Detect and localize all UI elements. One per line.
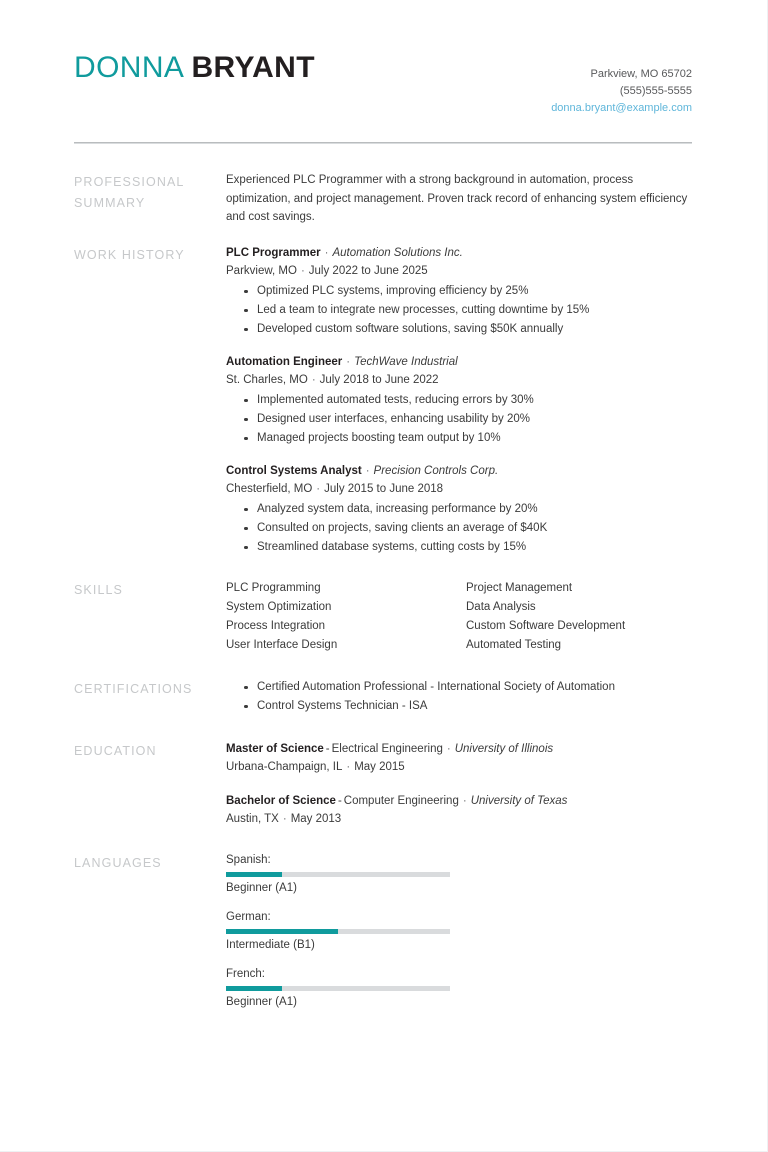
separator-dot: ·: [324, 246, 329, 259]
job-title: Automation Engineer: [226, 355, 343, 368]
language-entry: [226, 966, 466, 1011]
education-degree: Master of Science: [226, 742, 324, 755]
job-bullet-list: [226, 500, 692, 557]
first-name: DONNA: [74, 51, 183, 84]
work-history-body: [226, 244, 692, 557]
skills-column-left: [226, 579, 466, 655]
job-company: Automation Solutions Inc.: [332, 246, 463, 259]
skill-item: Process Integration: [226, 619, 326, 632]
summary-body: [226, 171, 692, 227]
job-location: St. Charles, MO: [226, 373, 308, 386]
work-entry-heading: [226, 353, 692, 371]
skill-item: Custom Software Development: [466, 619, 626, 632]
separator-dot: ·: [346, 760, 351, 773]
work-entry: [226, 462, 692, 557]
language-name: French:: [226, 967, 265, 980]
job-bullet: Managed projects boosting team output by 10%: [257, 429, 692, 448]
section-languages: [0, 852, 768, 1023]
job-location: Chesterfield, MO: [226, 482, 313, 495]
education-date: May 2015: [354, 760, 405, 773]
skill-item: User Interface Design: [226, 638, 338, 651]
section-professional-summary: [0, 171, 768, 227]
skill-item: Data Analysis: [466, 600, 536, 613]
separator-dot: ·: [446, 742, 451, 755]
education-entry-heading: [226, 740, 692, 758]
work-entry-subheading: [226, 480, 692, 499]
education-date: May 2013: [290, 812, 342, 825]
language-proficiency-fill: [226, 929, 338, 934]
education-entry: [226, 740, 692, 777]
education-location: Austin, TX: [226, 812, 279, 825]
education-school: University of Texas: [470, 794, 568, 807]
work-entry-heading: [226, 462, 692, 480]
section-skills: [0, 579, 768, 655]
header-divider: [74, 142, 692, 144]
language-entry: [226, 852, 466, 897]
certification-list: [226, 678, 692, 716]
job-bullet: Designed user interfaces, enhancing usability by 20%: [257, 410, 692, 429]
job-bullet: Streamlined database systems, cutting costs by 15%: [257, 538, 692, 557]
languages-body: [226, 852, 692, 1023]
job-title: Control Systems Analyst: [226, 464, 362, 477]
job-bullet-list: [226, 391, 692, 448]
separator-dot: ·: [311, 373, 316, 386]
skill-item: Automated Testing: [466, 638, 562, 651]
job-bullet: Developed custom software solutions, saving $50K annually: [257, 320, 692, 339]
skills-column-right: [466, 579, 706, 655]
job-bullet: Consulted on projects, saving clients an average of $40K: [257, 519, 692, 538]
education-field: Computer Engineering: [343, 794, 459, 807]
work-entry-heading: [226, 244, 692, 262]
education-body: [226, 740, 692, 829]
job-bullet: Analyzed system data, increasing performance by 20%: [257, 500, 692, 519]
work-entry: [226, 353, 692, 448]
education-school: University of Illinois: [454, 742, 554, 755]
separator-dot: ·: [365, 464, 370, 477]
language-entry: [226, 909, 466, 954]
section-label-languages: LANGUAGES: [74, 855, 162, 870]
job-title: PLC Programmer: [226, 246, 321, 259]
section-label-summary: PROFESSIONAL SUMMARY: [74, 175, 184, 210]
job-bullet: Optimized PLC systems, improving efficiency by 25%: [257, 282, 692, 301]
certification-item: Certified Automation Professional - International Society of Automation: [257, 678, 692, 697]
job-company: TechWave Industrial: [354, 355, 458, 368]
last-name: BRYANT: [191, 51, 315, 84]
separator-dot: ·: [462, 794, 467, 807]
language-level: Beginner (A1): [226, 995, 297, 1008]
language-level: Intermediate (B1): [226, 938, 315, 951]
job-bullet: Led a team to integrate new processes, cutting downtime by 15%: [257, 301, 692, 320]
skill-item: Project Management: [466, 581, 573, 594]
education-degree: Bachelor of Science: [226, 794, 336, 807]
separator-dash: -: [325, 742, 330, 755]
work-entry-subheading: [226, 262, 692, 281]
language-proficiency-bar: [226, 929, 450, 934]
separator-dash: -: [337, 794, 342, 807]
language-level: Beginner (A1): [226, 881, 297, 894]
language-name: Spanish:: [226, 853, 271, 866]
section-work-history: [0, 244, 768, 557]
section-label-work-history: WORK HISTORY: [74, 247, 185, 262]
language-proficiency-bar: [226, 986, 450, 991]
education-entry-heading: [226, 792, 692, 810]
contact-email[interactable]: donna.bryant@example.com: [551, 102, 692, 114]
education-field: Electrical Engineering: [331, 742, 443, 755]
certifications-body: [226, 678, 692, 716]
job-bullet: Implemented automated tests, reducing errors by 30%: [257, 391, 692, 410]
language-proficiency-fill: [226, 986, 282, 991]
work-entry: [226, 244, 692, 339]
section-certifications: [0, 678, 768, 716]
language-name: German:: [226, 910, 271, 923]
job-bullet-list: [226, 282, 692, 339]
resume-header: [0, 0, 768, 117]
job-company: Precision Controls Corp.: [373, 464, 499, 477]
education-entry-subheading: [226, 758, 692, 777]
skills-body: [226, 579, 706, 655]
job-dates: July 2022 to June 2025: [308, 264, 428, 277]
job-dates: July 2018 to June 2022: [319, 373, 439, 386]
separator-dot: ·: [316, 482, 321, 495]
contact-phone[interactable]: (555)555-5555: [619, 85, 692, 97]
contact-info: [551, 52, 692, 117]
certification-item: Control Systems Technician - ISA: [257, 697, 692, 716]
summary-text: Experienced PLC Programmer with a strong background in automation, process optimization, and project management. Proven track record of enhancing system efficiency and cost savings.: [226, 174, 688, 223]
candidate-name: [74, 52, 315, 84]
separator-dot: ·: [346, 355, 351, 368]
skill-item: System Optimization: [226, 600, 332, 613]
language-proficiency-fill: [226, 872, 282, 877]
contact-location: Parkview, MO 65702: [590, 68, 692, 80]
work-entry-subheading: [226, 371, 692, 390]
education-entry: [226, 792, 692, 829]
skill-item: PLC Programming: [226, 581, 321, 594]
section-label-certifications: CERTIFICATIONS: [74, 681, 193, 696]
section-label-skills: SKILLS: [74, 582, 123, 597]
separator-dot: ·: [282, 812, 287, 825]
education-entry-subheading: [226, 810, 692, 829]
job-location: Parkview, MO: [226, 264, 297, 277]
languages-grid: [226, 852, 692, 1023]
separator-dot: ·: [300, 264, 305, 277]
section-education: [0, 740, 768, 829]
job-dates: July 2015 to June 2018: [324, 482, 444, 495]
skills-columns: [226, 579, 706, 655]
education-location: Urbana-Champaign, IL: [226, 760, 343, 773]
section-label-education: EDUCATION: [74, 743, 157, 758]
language-proficiency-bar: [226, 872, 450, 877]
